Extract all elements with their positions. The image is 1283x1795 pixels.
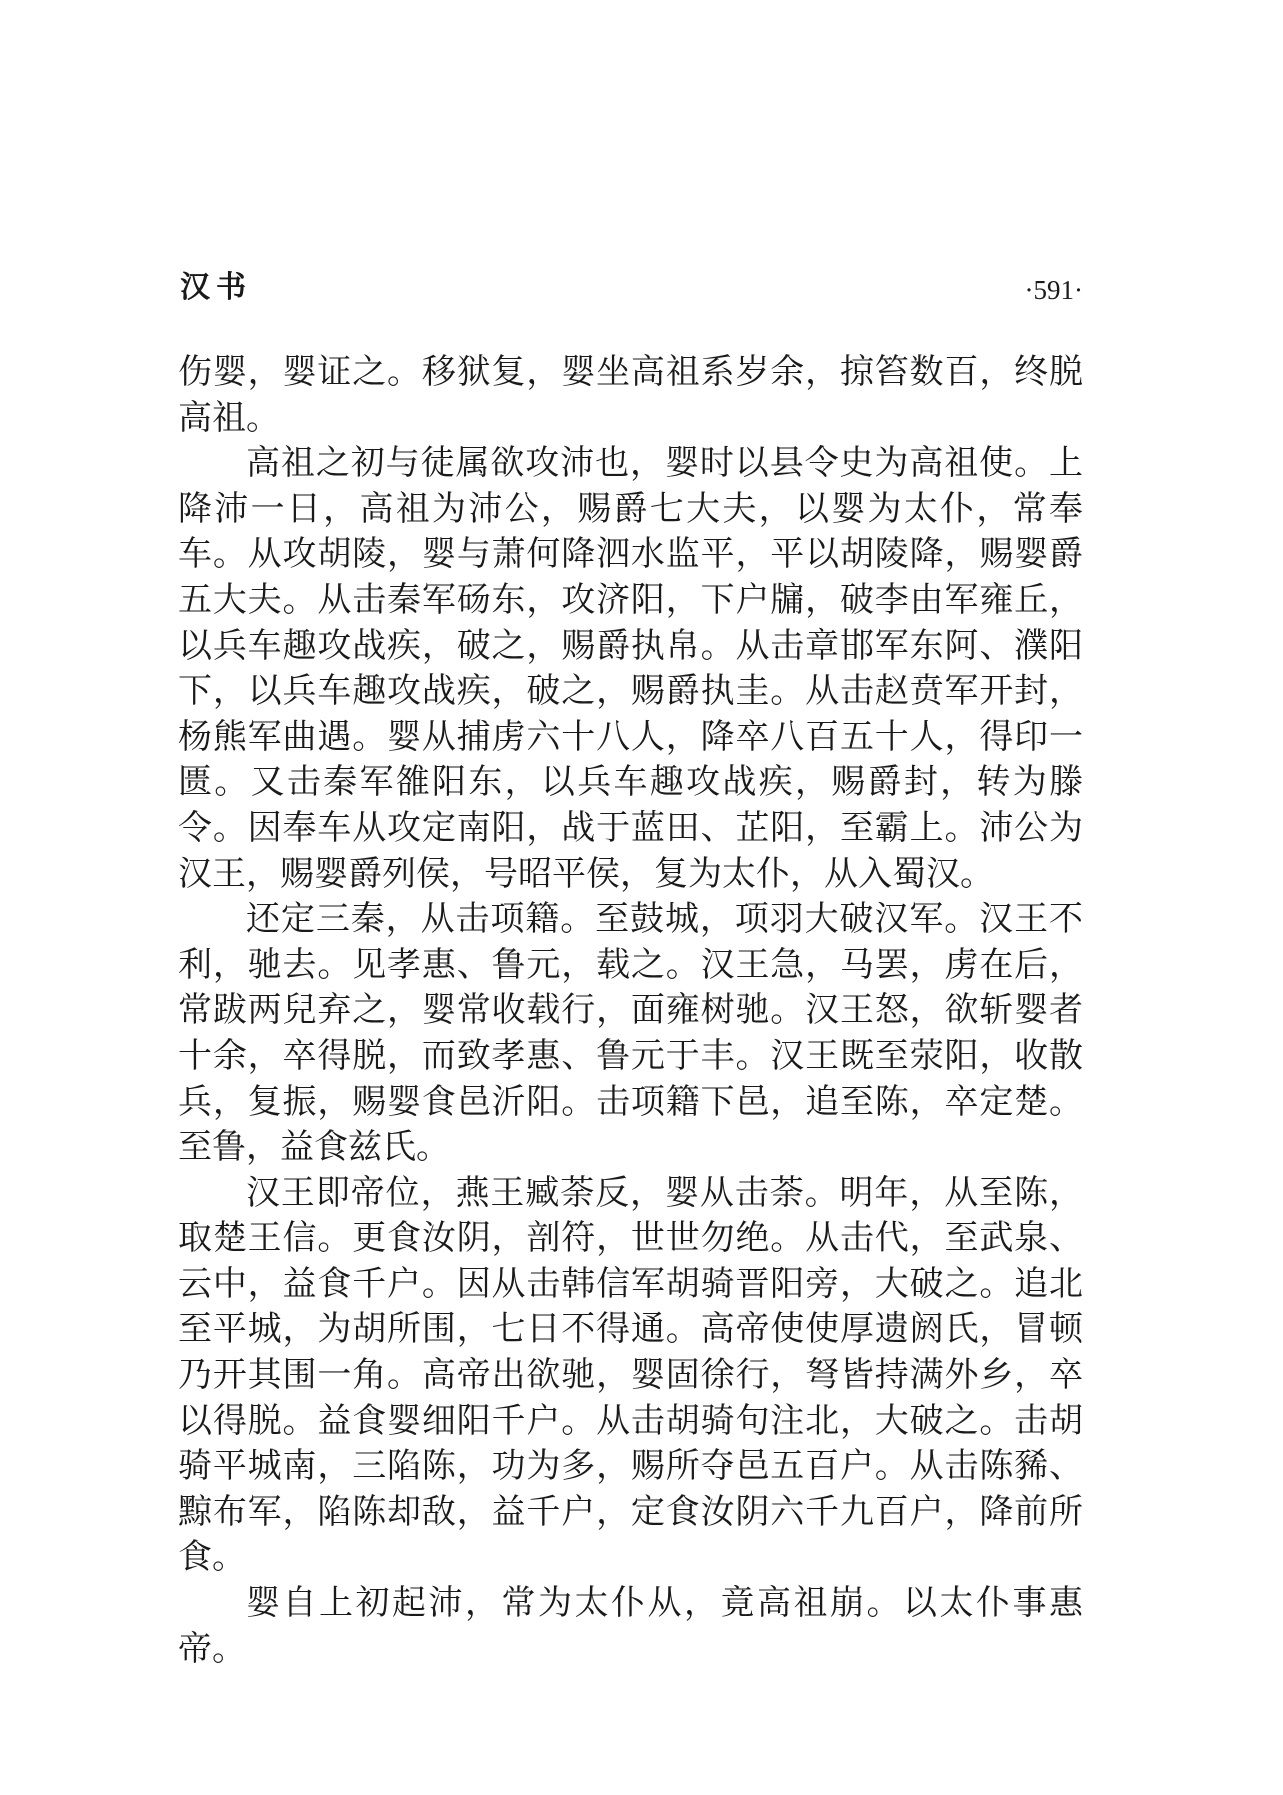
body-text [178, 350, 1083, 1672]
page-number: ·591· [1024, 275, 1083, 305]
paragraph: 汉王即帝位，燕王臧荼反，婴从击荼。明年，从至陈，取楚王信。更食汝阴，剖符，世世勿绝。从击代，至武泉、云中，益食千户。因从击韩信军胡骑晋阳旁，大破之。追北至平城，为胡所围，七日不得通。高帝使使厚遗阏氏，冒顿乃开其围一角。高帝出欲驰，婴固徐行，弩皆持满外乡，卒以得脱。益食婴细阳千户。从击胡骑句注北，大破之。击胡骑平城南，三陷陈，功为多，赐所夺邑五百户。从击陈豨、黥布军，陷陈却敌，益千户，定食汝阴六千九百户，降前所食。 [178, 1172, 1083, 1578]
paragraph: 伤婴，婴证之。移狱复，婴坐高祖系岁余，掠笞数百，终脱高祖。 [178, 352, 1083, 438]
running-title: 汉书 [180, 270, 252, 305]
paragraph: 婴自上初起沛，常为太仆从，竟高祖崩。以太仆事惠帝。 [178, 1583, 1083, 1669]
paragraph: 高祖之初与徒属欲攻沛也，婴时以县令史为高祖使。上降沛一日，高祖为沛公，赐爵七大夫，以婴为太仆，常奉车。从攻胡陵，婴与萧何降泗水监平，平以胡陵降，赐婴爵五大夫。从击秦军砀东，攻济阳，下户牖，破李由军雍丘，以兵车趣攻战疾，破之，赐爵执帛。从击章邯军东阿、濮阳下，以兵车趣攻战疾，破之，赐爵执圭。从击赵贲军开封，杨熊军曲遇。婴从捕虏六十八人，降卒八百五十人，得印一匮。又击秦军雒阳东，以兵车趣攻战疾，赐爵封，转为滕令。因奉车从攻定南阳，战于蓝田、芷阳，至霸上。沛公为汉王，赐婴爵列侯，号昭平侯，复为太仆，从入蜀汉。 [178, 443, 1083, 894]
paragraph: 还定三秦，从击项籍。至鼓城，项羽大破汉军。汉王不利，驰去。见孝惠、鲁元，载之。汉王急，马罢，虏在后，常跋两兒弃之，婴常收载行，面雍树驰。汉王怒，欲斩婴者十余，卒得脱，而致孝惠、鲁元于丰。汉王既至荥阳，收散兵，复振，赐婴食邑沂阳。击项籍下邑，追至陈，卒定楚。至鲁，益食兹氏。 [178, 899, 1083, 1168]
